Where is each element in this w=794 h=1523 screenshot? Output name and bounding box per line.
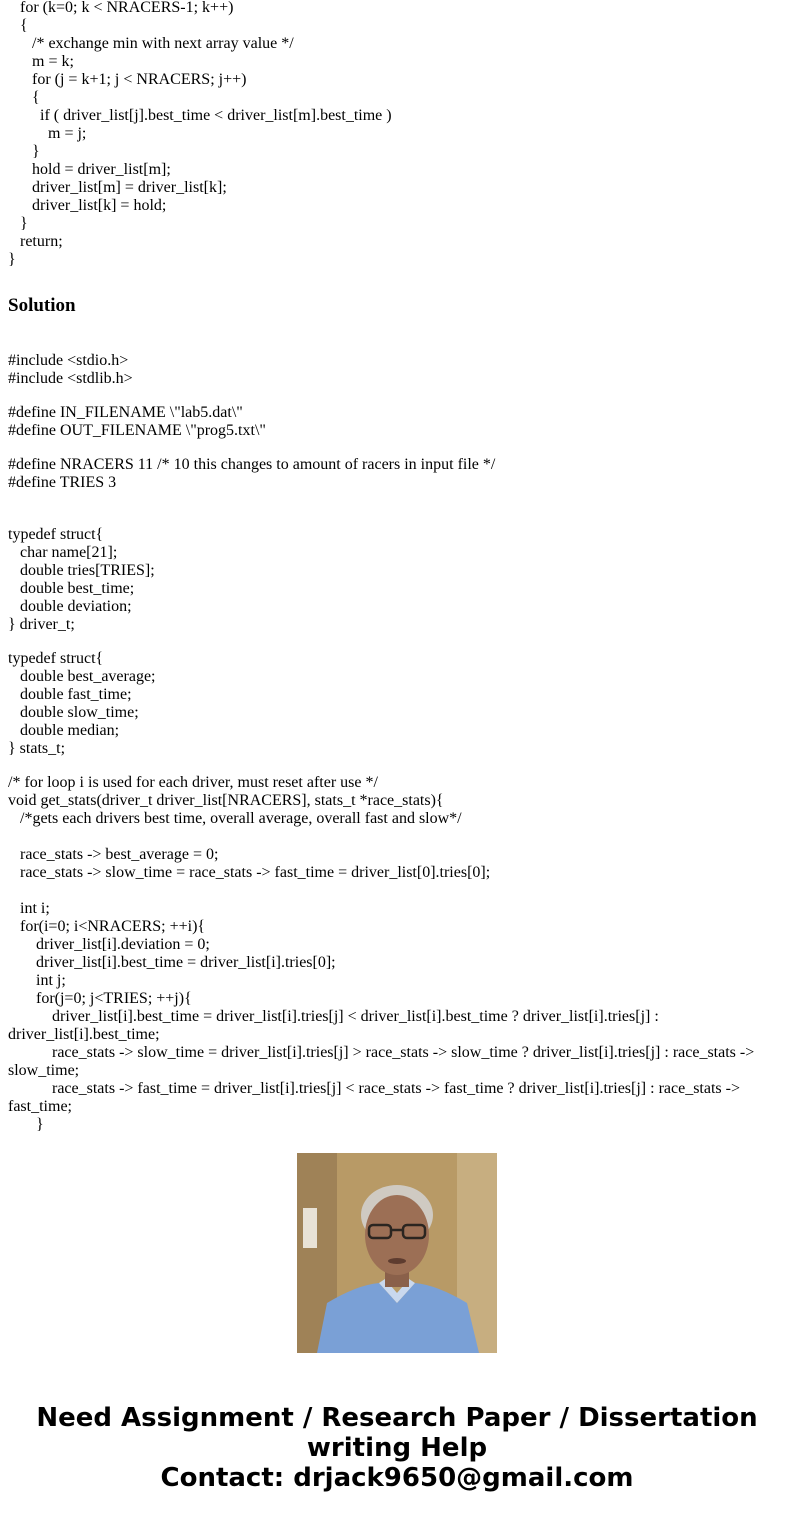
promo-line-1: Need Assignment / Research Paper / Dissertation xyxy=(36,1403,758,1433)
promo-banner xyxy=(0,1403,794,1493)
solution-heading: Solution xyxy=(8,295,76,316)
question-code-fragment: for (k=0; k < NRACERS-1; k++) { /* exchange min with next array value */ m = k; for (j = k+1; j < NRACERS; j++) { if ( driver_list[j].best_time < driver_list[m].best_time ) m = j; } hold = driver_list[m]; driver_list[m] = driver_list[k]; driver_list[k] = hold; } return; } xyxy=(8,0,392,268)
code-racer-defines: #define NRACERS 11 /* 10 this changes to amount of racers in input file */ #define TRIES 3 xyxy=(8,456,496,491)
author-photo-icon xyxy=(297,1153,497,1353)
code-stats-struct: typedef struct{ double best_average; double fast_time; double slow_time; double median; } stats_t; xyxy=(8,650,156,757)
solution-code-scroll-area[interactable] xyxy=(0,340,794,1133)
promo-line-2: writing Help xyxy=(306,1433,488,1463)
solution-code xyxy=(8,340,778,1134)
code-includes: #include <stdio.h> #include <stdlib.h> xyxy=(8,352,133,387)
code-get-stats-function: /* for loop i is used for each driver, must reset after use */ void get_stats(driver_t driver_list[NRACERS], stats_t *race_stats){ /*gets each drivers best time, overall average, overall fast and slow*/ race_stats -> best_average = 0; race_stats -> slow_time = race_stats -> fast_time = driver_list[0].tries[0]; int i; for(i=0; i<NRACERS; ++i){ driver_list[i].deviation = 0; driver_list[i].best_time = driver_list[i].tries[0]; int j; for(j=0; j<TRIES; ++j){ driver_list[i].best_time = driver_list[i].tries[j] < driver_list[i].best_time ? driver_list[i].tries[j] : driver_list[i].best_time; race_stats -> slow_time = driver_list[i].tries[j] > race_stats -> slow_time ? driver_list[i].tries[j] : race_stats -> slow_time; race_stats -> fast_time = driver_list[i].tries[j] < race_stats -> fast_time ? driver_list[i].tries[j] : race_stats -> fast_time; } xyxy=(8,774,755,1133)
author-photo-drawing xyxy=(297,1153,497,1353)
promo-contact: Contact: drjack9650@gmail.com xyxy=(160,1463,634,1493)
code-driver-struct: typedef struct{ char name[21]; double tries[TRIES]; double best_time; double deviation; } driver_t; xyxy=(8,526,155,633)
code-file-defines: #define IN_FILENAME \"lab5.dat\" #define OUT_FILENAME \"prog5.txt\" xyxy=(8,404,266,439)
